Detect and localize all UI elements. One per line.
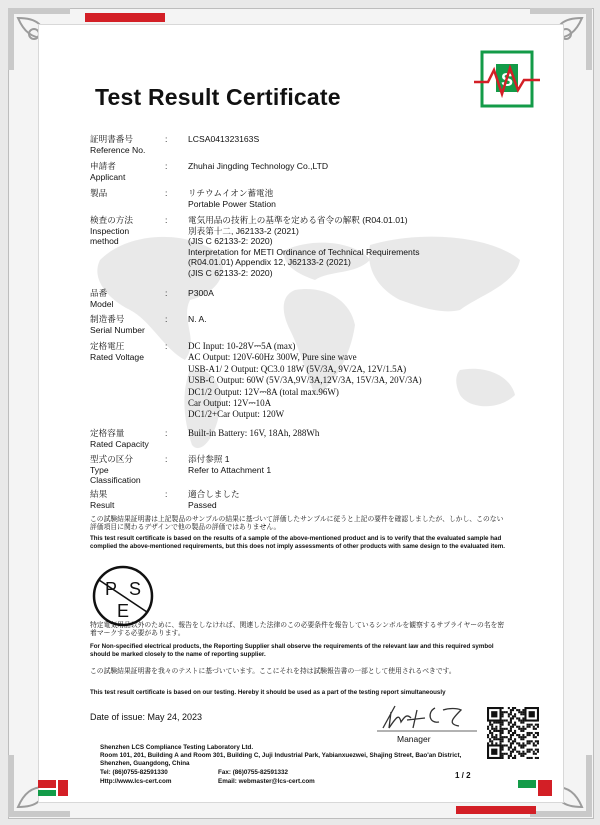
field-label-en: Applicant — [90, 171, 126, 182]
field-value-line: DC Input: 10-28V⎓5A (max) — [188, 341, 296, 351]
field-value-line: Portable Power Station — [188, 198, 276, 209]
page-number: 1 / 2 — [455, 771, 471, 780]
field-value — [188, 454, 548, 475]
bottom-left-red-block — [58, 780, 68, 796]
bottom-left-red-stripe — [38, 780, 56, 788]
field-label-en: Reference No. — [90, 144, 146, 155]
svg-text:P: P — [104, 579, 118, 599]
bottom-red-stripe — [456, 806, 536, 814]
field-value-line: DC1/2 Output: 12V⎓8A (total max.96W) — [188, 386, 339, 397]
field-value-line: Built-in Battery: 16V, 18Ah, 288Wh — [188, 428, 320, 438]
field-label-en: Type Classification — [90, 464, 141, 486]
field-colon: : — [165, 314, 168, 324]
date-of-issue: Date of issue: May 24, 2023 — [90, 712, 203, 722]
note-en: This test result certificate is based on our testing. Hereby it should be used as a part of the testing report simultaneously — [90, 689, 446, 696]
field-label-en: Inspection method — [90, 225, 130, 247]
field-value — [188, 215, 548, 279]
field-label-ja: 検査の方法 — [90, 215, 133, 225]
field-label-ja: 定格容量 — [90, 428, 125, 438]
bottom-right-green-stripe — [518, 780, 536, 788]
field-label-en: Serial Number — [90, 324, 145, 335]
field-value-line: (R04.01.01) Appendix 12, J62133-2 (2021) — [188, 257, 351, 268]
field-label-en: Model — [90, 298, 114, 309]
field-label-ja: 型式の区分 — [90, 454, 133, 464]
field-label-ja: 製品 — [90, 188, 108, 198]
pse-mark-icon — [92, 565, 154, 627]
field-colon: : — [165, 454, 168, 464]
field-value-line: 添付参照 1 — [188, 454, 230, 464]
field-colon: : — [165, 188, 168, 198]
field-value-line: (JIS C 62133-2: 2020) — [188, 236, 273, 247]
lab-website[interactable]: Http://www.lcs-cert.com — [100, 778, 172, 785]
field-value — [188, 161, 548, 172]
lab-address: Room 101, 201, Building A and Room 301, Building C, Juji Industrial Park, Yabianxuezwei, Shajing Street, Bao'an District, Shenzhen, Guangdong, China — [100, 752, 462, 767]
field-value-line: (JIS C 62133-2: 2020) — [188, 267, 273, 278]
field-value-line: LCSA041323163S — [188, 134, 260, 144]
svg-text:E: E — [116, 601, 130, 621]
lab-name: Shenzhen LCS Compliance Testing Laboratory Ltd. — [100, 744, 254, 751]
lab-tel: Tel: (86)0755-82591330 — [100, 769, 168, 776]
lcs-logo-icon — [474, 50, 540, 108]
field-label-ja: 制造番号 — [90, 314, 125, 324]
field-label-ja: 品番 — [90, 288, 108, 298]
field-colon: : — [165, 215, 168, 225]
field-value-line: AC Output: 120V-60Hz 300W, Pure sine wave — [188, 352, 357, 363]
top-red-stripe — [85, 13, 165, 22]
field-value — [188, 134, 548, 145]
bottom-right-red-block — [538, 780, 552, 796]
lab-email[interactable]: Email: webmaster@lcs-cert.com — [218, 778, 315, 785]
field-value-line: Passed — [188, 499, 217, 510]
field-colon: : — [165, 341, 168, 351]
field-colon: : — [165, 489, 168, 499]
field-value-line: USB-C Output: 60W (5V/3A,9V/3A,12V/3A, 15V/3A, 20V/3A) — [188, 375, 422, 386]
signature-role: Manager — [397, 734, 431, 744]
statement-ja: この試験結果証明書は上記製品のサンプルの結果に基づいて評価したサンプルに従うと上記の要件を確認しましたが、しかし、このない評価項目に関わるデザインで他の製品の評価ではありません。 — [90, 516, 504, 532]
notice-en: For Non-specified electrical products, the Reporting Supplier shall observe the requirements of the relevant law and this required symbol should be marked closely to the name of reporting supplier. — [90, 643, 494, 659]
field-label-ja: 申請者 — [90, 161, 116, 171]
svg-text:S: S — [500, 70, 514, 90]
field-value — [188, 489, 548, 510]
field-label-en: Result — [90, 499, 115, 510]
field-label-ja: 結果 — [90, 489, 108, 499]
field-colon: : — [165, 161, 168, 171]
field-value — [188, 341, 548, 421]
qr-code-icon — [487, 707, 539, 759]
field-value-line: 別表第十二, J62133-2 (2021) — [188, 225, 299, 236]
signature-image — [377, 702, 477, 732]
field-label-ja: 定格電圧 — [90, 341, 125, 351]
certificate-title: Test Result Certificate — [95, 84, 341, 110]
field-value-line: Interpretation for METI Ordinance of Technical Requirements — [188, 246, 420, 257]
notice-ja: 特定電気用品以外のために、報告をしなければ、関連した法律のこの必要条件を報告しているシンボルを観察するサプライヤーの名を密着マークする必要があります。 — [90, 622, 505, 638]
svg-text:S: S — [128, 579, 142, 599]
statement-en: This test result certificate is based on the results of a sample of the above-mentioned product and is to verify that the evaluated sample had complied the above-mentioned requirements, but this does not imply assessments of other products with same design to the evaluated item. — [90, 535, 505, 551]
field-colon: : — [165, 288, 168, 298]
field-value — [188, 288, 548, 299]
field-value-line: 電気用品の技術上の基準を定める省令の解釈 (R04.01.01) — [188, 215, 408, 225]
field-colon: : — [165, 134, 168, 144]
bottom-left-green-stripe — [38, 790, 56, 796]
field-value-line: N. A. — [188, 314, 207, 324]
field-label-en: Rated Voltage — [90, 351, 144, 362]
field-colon: : — [165, 428, 168, 438]
field-value-line: USB-A1/ 2 Output: QC3.0 18W (5V/3A, 9V/2A, 12V/1.5A) — [188, 363, 407, 374]
field-value — [188, 188, 548, 209]
field-value-line: P300A — [188, 288, 214, 298]
field-value — [188, 314, 548, 325]
field-value-line: Car Output: 12V⎓10A — [188, 398, 272, 409]
field-value-line: Zhuhai Jingding Technology Co.,LTD — [188, 161, 329, 171]
field-value-line: リチウムイオン蓄電池 — [188, 188, 274, 198]
field-value-line: Refer to Attachment 1 — [188, 464, 272, 475]
field-label-en: Rated Capacity — [90, 438, 149, 449]
field-label-ja: 証明書番号 — [90, 134, 133, 144]
field-value-line: 適合しました — [188, 489, 240, 499]
lab-fax: Fax: (86)0755-82591332 — [218, 769, 289, 776]
field-value-line: DC1/2+Car Output: 120W — [188, 409, 285, 420]
note-ja: この試験結果証明書を我々のテストに基づいています。ここにそれを持は試験報告書の一部として使用されるべきです。 — [90, 668, 456, 675]
field-value — [188, 428, 548, 439]
